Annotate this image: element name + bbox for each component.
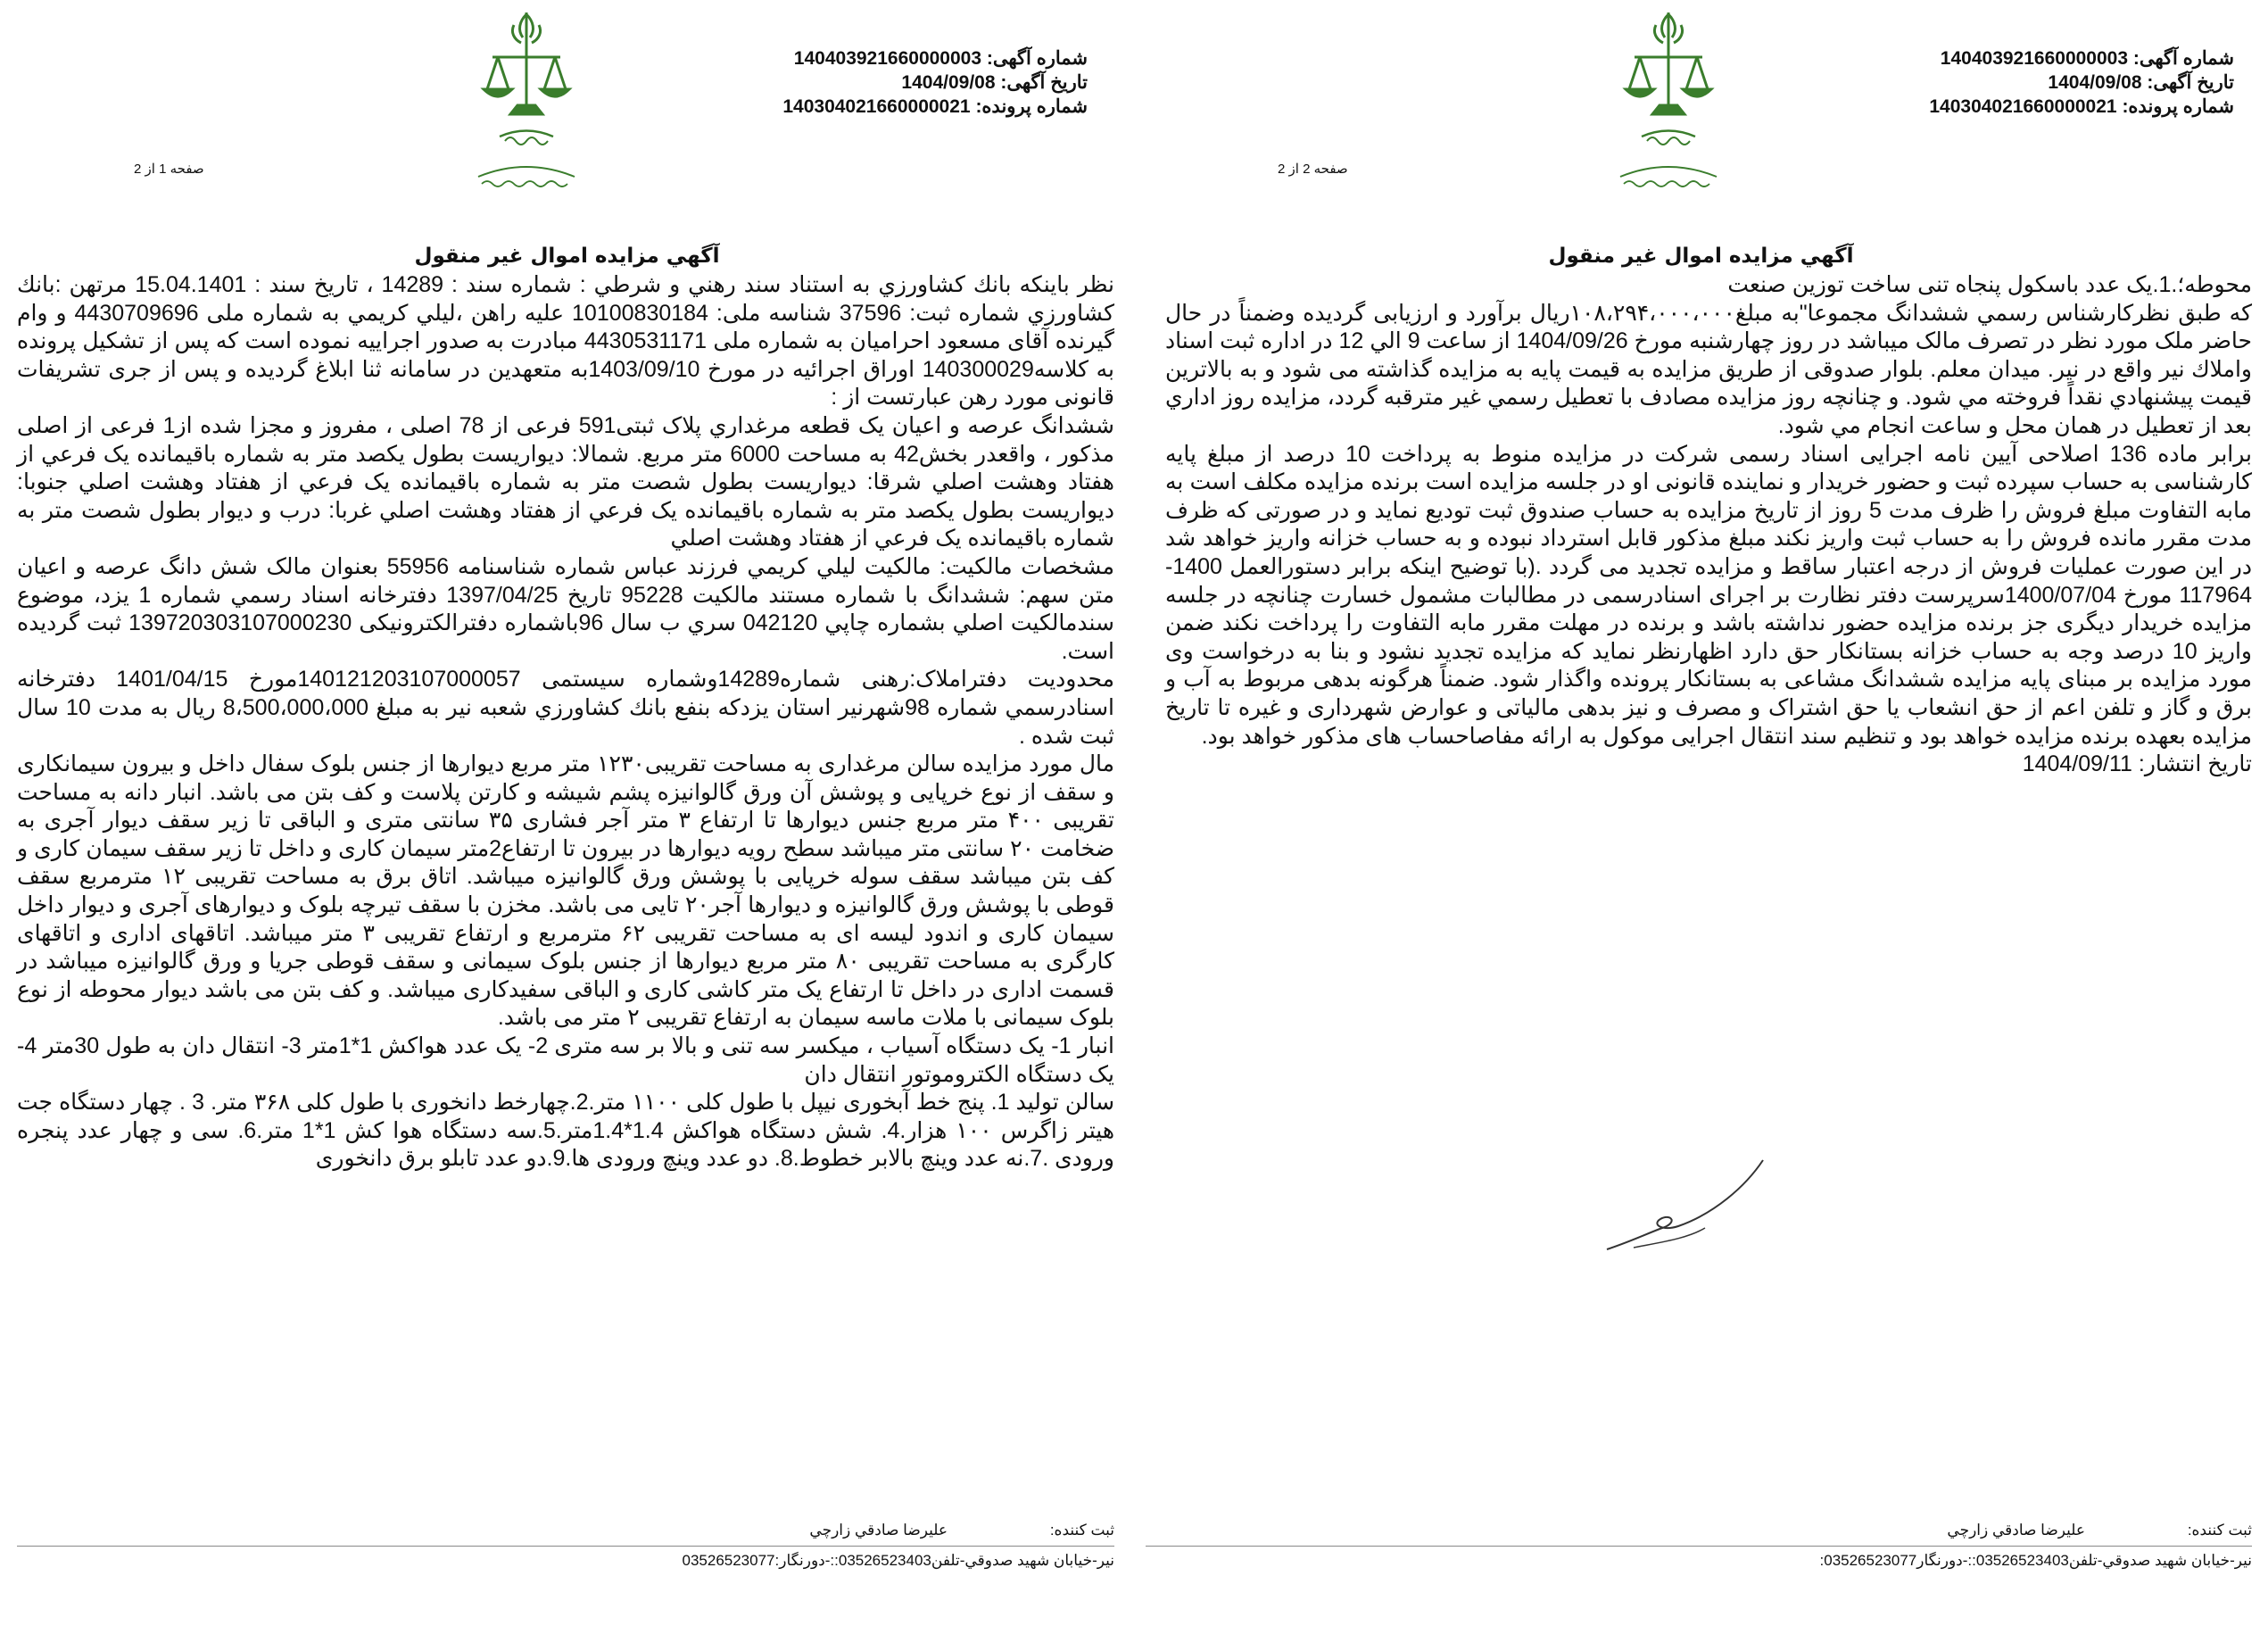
paragraph: انبار 1- یک دستگاه آسیاب ، میکسر سه تنی و بالا بر سه متری 2- یک عدد هواکش 1*1متر 3- انتقال دان به طول 30متر 4- یک دستگاه الکتروموتور انتقال دان	[17, 1033, 1114, 1087]
signature-icon	[1580, 1142, 1794, 1267]
ad-number: 140403921660000003	[793, 48, 982, 69]
paragraph: برابر ماده 136 اصلاحی آیین نامه اجرایی اسناد رسمی شرکت در مزایده منوط به پرداخت 10 درصد از مبلغ پایه کارشناسی به حساب سپرده ثبت و حضور خریدار و نماینده قانونی او در جلسه مزایده است برنده مزایده مکلف است به مابه التفاوت مبلغ فروش را ظرف مدت 5 روز از تاریخ مزایده به حساب صندوق ثبت تودیع نماید و در صورتی که ظرف مدت مقرر مانده فروش را به حساب ثبت واریز نکند مبلغ مذکور قابل استرداد نبوده و به حساب خزانه واریز خواهد شد در این صورت عملیات فروش از درجه اعتبار ساقط و مزایده تجدید می گردد .(با توضیح اینکه برابر دستورالعمل 1400- 117964 مورخ 1400/07/04سرپرست دفتر نظارت بر اجرای اسنادرسمی در مطالبات مشمول خسارت چنانچه در جلسه مزایده خریدار دیگری جز برنده مزایده حضور نداشته باشد و برنده در مهلت مقرر مابه التفاوت را پرداخت نکند ضمن واریز 10 درصد وجه به حساب خزانه بستانکار حق دارد اظهارنظر نماید که مزایده تجدید نشود و بنا به درخواست وی مورد مزایده بر مبنای پایه مزایده ششدانگ مشاعی به بستانکار پرونده واگذار شود. ضمناً هرگونه بدهی مربوط به آب و برق و گاز و تلفن اعم از حق انشعاب یا حق اشتراک و مصرف و نیز بدهی مالیاتی و عوارض شهرداری و غیره تا تاریخ مزایده بعهده برنده مزایده خواهد بود و تنظیم سند انتقال اجرایی موکول به ارائه مفاصاحساب های مذکور خواهد بود.	[1165, 441, 2252, 749]
paragraph: تاریخ انتشار: 1404/09/11	[2022, 751, 2252, 777]
office-address: نير-خيابان شهيد صدوقي-تلفن03526523403::-دورنگار:03526523077	[682, 1552, 1114, 1569]
case-number-label: شماره پرونده:	[975, 96, 1088, 117]
ad-number-label: شماره آگهی:	[986, 48, 1088, 69]
ad-date-label: تاریخ آگهی:	[2147, 72, 2234, 93]
page-footer	[17, 1521, 1114, 1572]
document-title: آگهي مزايده اموال غير منقول	[414, 245, 720, 268]
paragraph: ششدانگ عرصه و اعيان يک قطعه مرغداري پلاک ثبتی591 فرعی از 78 اصلی ، مفروز و مجزا شده از1 فرعی از اصلی مذکور ، واقعدر بخش42 به مساحت 6000 متر مربع. شمالا: ديواريست بطول يكصد متر به شماره باقيمانده يک فرعي از هفتاد وهشت اصلي شرقا: ديواريست بطول شصت متر به شماره باقيمانده يک فرعي از هفتاد وهشت اصلي جنوبا: ديواريست بطول يكصد متر به شماره باقيمانده يک فرعي از هفتاد وهشت اصلي غربا: درب و ديوار بطول شصت متر به شماره باقيمانده يک فرعي از هفتاد وهشت اصلي	[17, 412, 1114, 552]
paragraph: محوطه؛.1.یک عدد باسکول پنجاه تنی ساخت توزین صنعت	[1727, 272, 2252, 297]
ad-date-label: تاریخ آگهی:	[1000, 72, 1088, 93]
header-meta	[782, 46, 1088, 119]
paragraph: محدودیت دفتراملاک:رهنی شماره14289وشماره سیستمی 140121203107000057مورخ 1401/04/15 دفترخانه اسنادرسمي شماره 98شهرنير استان يزدكه بنفع بانك كشاورزي شعبه نير به مبلغ 8،500،000،000 ريال به مدت 10 سال ثبت شده .	[17, 667, 1115, 749]
recorder-label: ثبت كننده:	[2187, 1522, 2252, 1539]
judiciary-emblem-icon	[473, 7, 580, 195]
paragraph: مشخصات مالکیت: مالکیت ليلي كريمي فرزند عباس شماره شناسنامه 55956 بعنوان مالک شش دانگ عرصه و اعیان متن سهم: ششدانگ با شماره مستند مالکیت 95228 تاریخ 1397/04/25 دفترخانه اسناد رسمي شماره 1 يزد، موضوع سندمالكيت اصلي بشماره چاپي 042120 سري ب سال 96باشماره دفترالکترونیکی 139720303107000230 ثبت گرديده است.	[17, 553, 1115, 664]
paragraph: مال مورد مزایده سالن مرغداری به مساحت تقریبی۱۲۳۰ متر مربع دیوارها از جنس بلوک سفال داخل و بیرون سیمانکاری و سقف از نوع خرپایی و پوشش آن ورق گالوانیزه پشم شیشه و کارتن پلاست و کف بتن می باشد. انبار دانه به مساحت تقریبی ۴۰۰ متر مربع جنس دیوارها تا ارتفاع ۳ متر آجر فشاری ۳۵ سانتی متری و الباقی تا زیر سقف دیوار آجری به ضخامت ۲۰ سانتی متر میباشد سطح رویه دیوارها در بیرون تا ارتفاع2متر سیمان کاری و داخل تا زیر سقف سیمان کاری و کف بتن میباشد سقف سوله خرپایی با پوشش ورق گالوانیزه میباشد. اتاق برق به مساحت تقریبی ۱۲ مترمربع سقف قوطی با پوشش ورق گالوانیزه و دیوارها آجر۲۰ تایی می باشد. مخزن با سقف تیرچه بلوک و دیوارهای آجری و دیوار داخل سیمان کاری و اندود لیسه ای به مساحت تقریبی ۶۲ مترمربع و ارتفاع تقریبی ۳ متر میباشد. اتاقهای اداری و اتاقهای کارگری به مساحت تقریبی ۸۰ متر مربع دیوارها از جنس بلوک سیمانی و سقف قوطی جریا و ورق گالوانیزه میباشد در قسمت اداری در داخل تا ارتفاع یک متر کاشی کاری و الباقی سفیدکاری میباشد. و کف بتن می باشد دیوار محوطه از نوع بلوک سیمانی با ملات ماسه سیمان به ارتفاع تقریبی ۲ متر می باشد.	[17, 751, 1115, 1031]
ad-date: 1404/09/08	[901, 72, 996, 93]
document-body	[17, 271, 1114, 1174]
footer-divider	[1146, 1546, 2252, 1547]
recorder-name: عليرضا صادقي زارچي	[1947, 1522, 2086, 1539]
case-number-label: شماره پرونده:	[2122, 96, 2234, 117]
page-number: صفحه 2 از 2	[1278, 162, 1348, 177]
case-number: 140304021660000021	[782, 96, 971, 117]
office-address: نير-خيابان شهيد صدوقي-تلفن03526523403::-دورنگار03526523077:	[1819, 1552, 2252, 1569]
judiciary-emblem-icon	[1615, 7, 1722, 195]
paragraph: كه طبق نظركارشناس رسمي ششدانگ مجموعا"به مبلغ۱۰۸،۲۹۴،۰۰۰،۰۰۰ریال برآورد و ارزیابی گردیده وضمناً در حال حاضر ملک مورد نظر در تصرف مالک میباشد در روز چهارشنبه مورخ 1404/09/26 از ساعت 9 الي 12 در اداره ثبت اسناد واملاك نير واقع در نير. ميدان معلم. بلوار صدوقی از طريق مزايده به قيمت پايه به مزايده گذاشته می شود و به بالاترين قيمت پيشنهادي نقداً فروخته مي شود. و چنانچه روز مزايده مصادف با تعطيل رسمي غير مترقبه گردد، مزايده روز اداري بعد از تعطيل در همان محل و ساعت انجام مي شود.	[1165, 300, 2253, 438]
header-meta	[1929, 46, 2234, 119]
ad-number-label: شماره آگهی:	[2132, 48, 2234, 69]
case-number: 140304021660000021	[1929, 96, 2117, 117]
document-body	[1165, 271, 2252, 779]
paragraph: نظر باينكه بانك كشاورزي به استناد سند رهني و شرطي : شماره سند : 14289 ، تاريخ سند : 15.04.1401 مرتهن :بانك كشاورزي شماره ثبت: 37596 شناسه ملی: 10100830184 علیه راهن ،ليلي كريمي به شماره ملی 4430709696 و وام گیرنده آقای مسعود احراميان به شماره ملی 4430531171 مبادرت به صدور اجراییه نموده است كه پس از تشكيل پرونده به كلاسه140300029 اوراق اجرائيه در مورخ 1403/09/10به متعهدين در سامانه ثنا ابلاغ گرديده و پس از جری تشریفات قانونی مورد رهن عبارتست از :	[17, 272, 1115, 411]
document-title: آگهي مزايده اموال غير منقول	[1548, 245, 1854, 268]
recorder-name: عليرضا صادقي زارچي	[809, 1522, 948, 1539]
page-footer	[1146, 1521, 2252, 1572]
ad-date: 1404/09/08	[2048, 72, 2142, 93]
recorder-label: ثبت كننده:	[1049, 1522, 1114, 1539]
page-number: صفحه 1 از 2	[134, 162, 204, 177]
paragraph: سالن تولید 1. پنج خط آبخوری نیپل با طول کلی ۱۱۰۰ متر.2.چهارخط دانخوری با طول کلی ۳۶۸ متر. 3 . چهار دستگاه جت هیتر زاگرس ۱۰۰ هزار.4. شش دستگاه هواکش 1.4*1.4متر.5.سه دستگاه هوا کش 1*1 متر.6. سی و چهار عدد پنجره ورودی .7.نه عدد وینچ بالابر خطوط.8. دو عدد وینچ ورودی ها.9.دو عدد تابلو برق دانخوری	[17, 1090, 1115, 1172]
ad-number: 140403921660000003	[1940, 48, 2129, 69]
document-page-2	[1134, 0, 2268, 1634]
footer-divider	[17, 1546, 1114, 1547]
